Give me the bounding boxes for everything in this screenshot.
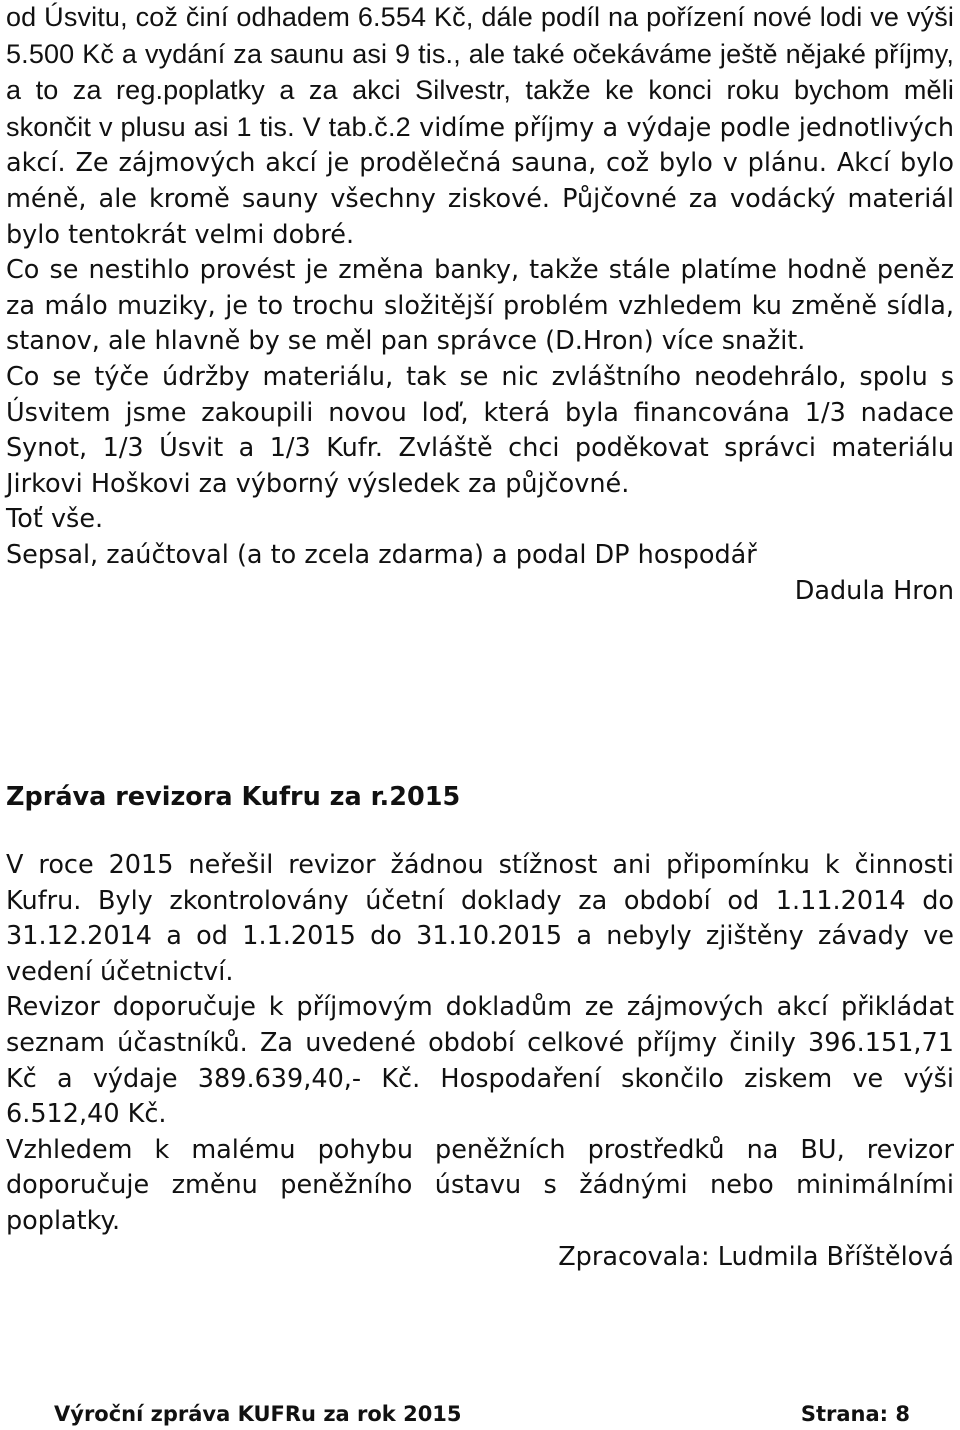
report-paragraph-finances-part2: vidíme příjmy a výdaje podle jednotlivých akcí. Ze zájmových akcí je prodělečná sauna, což bylo v plánu. Akcí bylo méně, ale kromě sauny všechny ziskové. Půjčovné za vodácký materiál bylo tentokrát velmi dobré. [6,112,954,250]
auditor-signature: Zpracovala: Ludmila Bříštělová [558,1241,954,1272]
page-footer [54,1398,910,1430]
report-paragraph-finances-part1: od Úsvitu, což činí odhadem 6.554 Kč, dále podíl na pořízení nové lodi ve výši 5.500 Kč a vydání za saunu asi 9 tis., ale také očekáváme ještě nějaké příjmy, a to za reg.poplatky a za akci Silvestr, takže ke konci roku bychom měli skončit v plusu asi 1 tis. V tab.č.2 [6,2,954,142]
footer-page-number: Strana: 8 [800,1402,910,1426]
report-paragraph-bank: Co se nestihlo provést je změna banky, takže stále platíme hodně peněz za málo muziky, je to trochu složitější problém vzhledem ku změně sídla, stanov, ale hlavně by se měl pan správce (D.Hron) více snažit. [6,255,954,357]
auditor-paragraph-inspection: V roce 2015 neřešil revizor žádnou stížnost ani připomínku k činnosti Kufru. Byly zkontrolovány účetní doklady za období od 1.11.2014 do 31.12.2014 a od 1.1.2015 do 31.10.2015 a nebyly zjištěny závady ve vedení účetnictví. [6,850,954,987]
report-signoff-line: Sepsal, zaúčtoval (a to zcela zdarma) a podal DP hospodář [6,539,757,570]
report-continuation [6,0,954,609]
report-signoff-name: Dadula Hron [794,575,954,606]
report-paragraph-maintenance: Co se týče údržby materiálu, tak se nic zvláštního neodehrálo, spolu s Úsvitem jsme zakoupili novou loď, která byla financována 1/3 nadace Synot, 1/3 Úsvit a 1/3 Kufr. Zvláště chci poděkovat správci materiálu Jirkovi Hoškovi za výborný výsledek za půjčovné. [6,361,954,499]
auditor-report-body [6,848,954,1275]
auditor-report-heading: Zpráva revizora Kufru za r.2015 [6,782,461,812]
report-closing: Toť vše. [6,504,104,535]
footer-title: Výroční zpráva KUFRu za rok 2015 [54,1402,462,1426]
auditor-paragraph-recommendation: Revizor doporučuje k příjmovým dokladům ze zájmových akcí přikládat seznam účastníků. Za uvedené období celkové příjmy činily 396.151,71 Kč a výdaje 389.639,40,- Kč. Hospodaření skončilo ziskem ve výši 6.512,40 Kč. [6,992,954,1130]
auditor-paragraph-bank: Vzhledem k malému pohybu peněžních prostředků na BU, revizor doporučuje změnu peněžního ústavu s žádnými nebo minimálními poplatky. [6,1134,954,1236]
report-paragraph-finances [6,0,954,253]
